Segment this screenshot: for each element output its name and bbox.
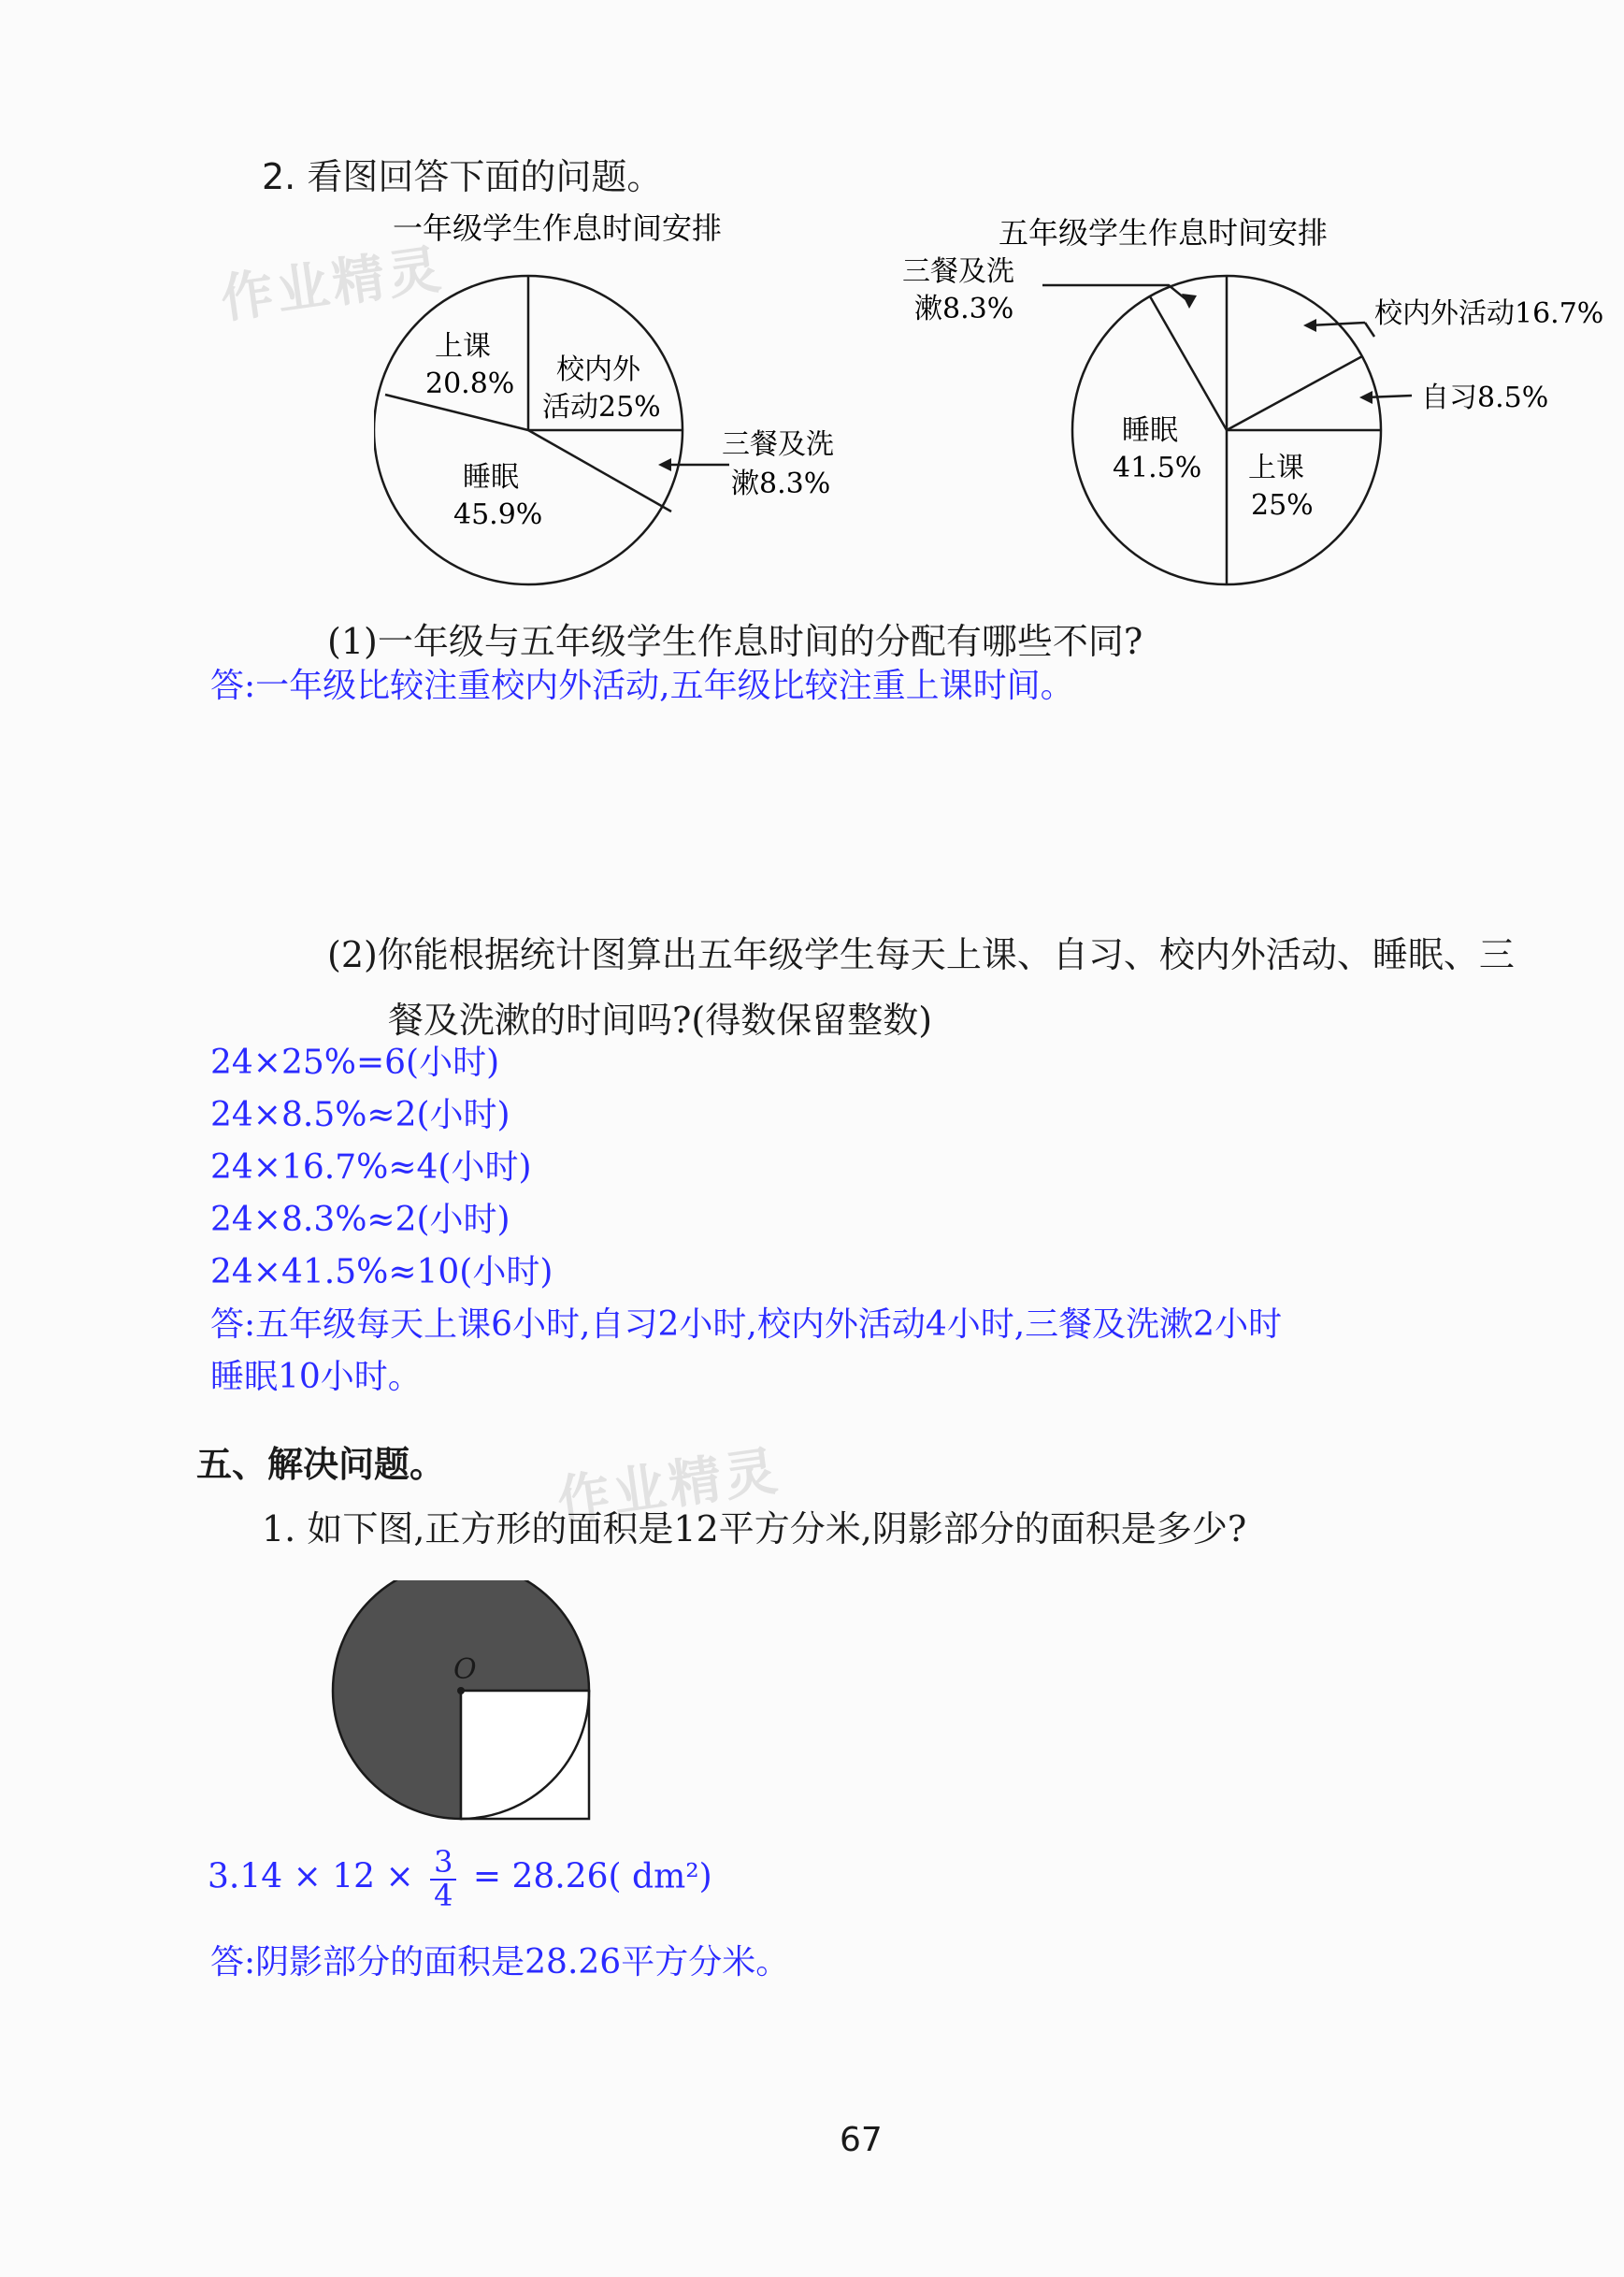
- callout2-activity-label: 校内外活动16.7%: [1374, 297, 1604, 330]
- slice-sleep-label: 睡眠: [463, 461, 519, 494]
- callout2-study-label: 自习8.5%: [1421, 382, 1549, 414]
- slice2-sleep-value: 41.5%: [1113, 452, 1202, 484]
- callout2-study-arrow-head: [1359, 391, 1372, 404]
- chart-grade5-title: 五年级学生作息时间安排: [999, 215, 1329, 251]
- callout2-activity-arrow-connector: [1365, 323, 1374, 337]
- formula-left: 3.14 × 12 ×: [208, 1857, 414, 1896]
- answer-2-final-line1: 答:五年级每天上课6小时,自习2小时,校内外活动4小时,三餐及洗漱2小时: [210, 1305, 1283, 1344]
- callout-meals-value: 漱8.3%: [731, 468, 831, 500]
- answer-2-line-class: 24×25%=6(小时): [210, 1044, 500, 1082]
- chart-grade1-title: 一年级学生作息时间安排: [393, 210, 723, 246]
- watermark-middle: 作业精灵: [553, 1440, 784, 1533]
- callout2-activity-arrow-head: [1303, 319, 1316, 332]
- section-5-heading: 五、解决问题。: [196, 1444, 446, 1485]
- callout2-meals-label: 三餐及洗: [902, 255, 1014, 288]
- answer-2-line-meals: 24×8.3%≈2(小时): [210, 1201, 510, 1239]
- answer-2-line-study: 24×8.5%≈2(小时): [210, 1096, 510, 1134]
- answer-2-line-sleep: 24×41.5%≈10(小时): [210, 1253, 553, 1291]
- callout2-meals-arrow-head: [1182, 294, 1197, 309]
- pie-chart-grade5-svg: [888, 206, 1624, 598]
- center-point: [457, 1687, 465, 1694]
- square: [461, 1691, 589, 1819]
- sub-question-1: (1)一年级与五年级学生作息时间的分配有哪些不同?: [327, 621, 1143, 662]
- section-5-question-1: 1. 如下图,正方形的面积是12平方分米,阴影部分的面积是多少?: [262, 1508, 1247, 1549]
- answer-2-final-line2: 睡眠10小时。: [210, 1358, 422, 1396]
- slice-sleep-value: 45.9%: [453, 498, 543, 531]
- watermark-top: 作业精灵: [217, 238, 448, 331]
- slice-class-value: 20.8%: [425, 367, 515, 400]
- formula: [208, 1844, 712, 1913]
- fraction-numerator: 3: [430, 1847, 456, 1881]
- callout-meals-label: 三餐及洗: [722, 428, 834, 461]
- pie-radius-meals: [528, 430, 671, 512]
- fraction-denominator: 4: [434, 1877, 453, 1913]
- figure-svg: [327, 1580, 598, 1833]
- sub-question-2-line2: 餐及洗漱的时间吗?(得数保留整数): [388, 1000, 933, 1041]
- circle-square-figure: [327, 1580, 598, 1833]
- answer-1: 答:一年级比较注重校内外活动,五年级比较注重上课时间。: [210, 667, 1074, 705]
- callout2-meals-value: 漱8.3%: [914, 293, 1014, 325]
- answer-2-line-activity: 24×16.7%≈4(小时): [210, 1148, 532, 1187]
- slice-class-label: 上课: [435, 330, 491, 363]
- section-5-answer: 答:阴影部分的面积是28.26平方分米。: [210, 1943, 790, 1982]
- pie-chart-grade1-svg: [374, 206, 767, 598]
- slice-activity-value: 活动25%: [542, 391, 661, 424]
- slice2-class-label: 上课: [1248, 452, 1304, 484]
- callout-meals-svg: [654, 425, 879, 519]
- pie2-radius-activity: [1227, 356, 1362, 430]
- callout2-activity-arrow-line: [1309, 323, 1365, 325]
- chart-grade5: [888, 206, 1624, 598]
- slice-activity-label: 校内外: [556, 353, 640, 386]
- page-number: 67: [840, 2121, 883, 2159]
- chart-grade1-meals-callout: [654, 425, 879, 519]
- pie2-radius-meals: [1150, 296, 1227, 430]
- fraction-three-quarters: [430, 1844, 456, 1913]
- formula-right: = 28.26( dm²): [472, 1857, 712, 1896]
- callout-arrow-head: [658, 458, 671, 471]
- slice2-sleep-label: 睡眠: [1122, 414, 1178, 447]
- question-2-title: 2. 看图回答下面的问题。: [262, 156, 663, 197]
- chart-grade1: [374, 206, 767, 598]
- slice2-class-value: 25%: [1251, 489, 1314, 522]
- sub-question-2-line1: (2)你能根据统计图算出五年级学生每天上课、自习、校内外活动、睡眠、三: [327, 934, 1515, 975]
- center-label-o: O: [453, 1653, 477, 1686]
